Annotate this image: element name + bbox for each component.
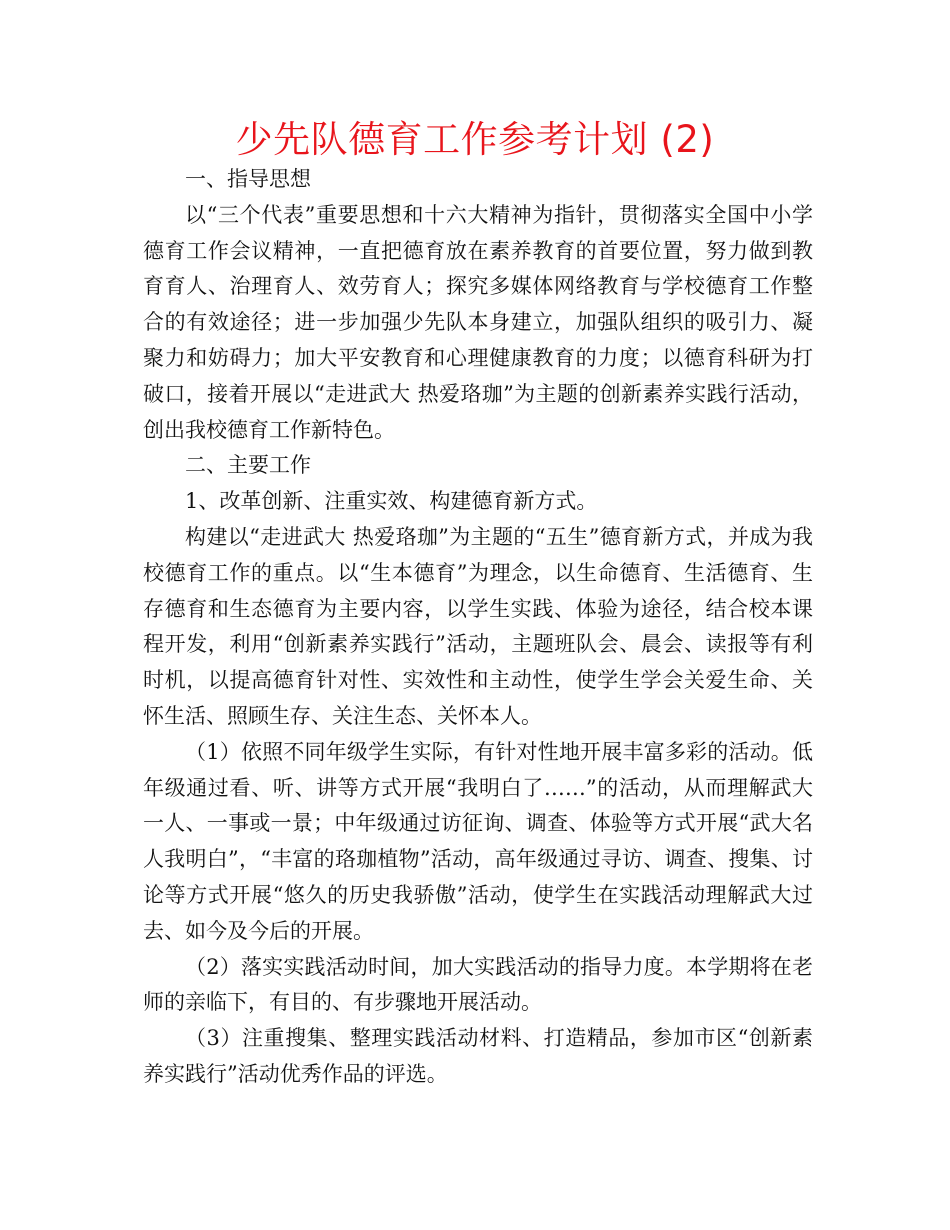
subheading-reform-innovation: 1、改革创新、注重实效、构建德育新方式。 bbox=[185, 489, 598, 514]
paragraph-guiding-ideology: 以“三个代表”重要思想和十六大精神为指针，贯彻落实全国中小学德育工作会议精神，一直把德育放在素养教育的首要位置，努力做到教育育人、治理育人、效劳育人；探究多媒体网络教育与学校德育工作整合的有效途径；进一步加强少先队本身建立，加强队组织的吸引力、凝聚力和妨碍力；加大平安教育和心理健康教育的力度；以德育科研为打破口，接着开展以“走进武大 热爱珞珈”为主题的创新素养实践行活动，创出我校德育工作新特色。 bbox=[143, 202, 813, 442]
paragraph-item-2: （2）落实实践活动时间，加大实践活动的指导力度。本学期将在老师的亲临下，有目的、有步骤地开展活动。 bbox=[143, 954, 813, 1015]
section-heading-main-work: 二、主要工作 bbox=[185, 453, 311, 478]
paragraph-item-3: （3）注重搜集、整理实践活动材料、打造精品，参加市区“创新素养实践行”活动优秀作品的评选。 bbox=[143, 1026, 813, 1086]
paragraph-item-1: （1）依照不同年级学生实际，有针对性地开展丰富多彩的活动。低年级通过看、听、讲等方式开展“我明白了……”的活动，从而理解武大一人、一事或一景；中年级通过访征询、调查、体验等方式开展“武大名人我明白”，“丰富的珞珈植物”活动，高年级通过寻访、调查、搜集、讨论等方式开展“悠久的历史我骄傲”活动，使学生在实践活动理解武大过去、如今及今后的开展。 bbox=[143, 739, 813, 943]
section-heading-guiding-ideology: 一、指导思想 bbox=[185, 167, 311, 191]
document-title: 少先队德育工作参考计划 (2) bbox=[235, 118, 715, 161]
document-body bbox=[143, 162, 813, 1093]
paragraph-moral-education-model: 构建以“走进武大 热爱珞珈”为主题的“五生”德育新方式，并成为我校德育工作的重点。以“生本德育”为理念，以生命德育、生活德育、生存德育和生态德育为主要内容，以学生实践、体验为途径，结合校本课程开发，利用“创新素养实践行”活动，主题班队会、晨会、读报等有利时机，以提高德育针对性、实效性和主动性，使学生学会关爱生命、关怀生活、照顾生存、关注生态、关怀本人。 bbox=[143, 524, 813, 728]
